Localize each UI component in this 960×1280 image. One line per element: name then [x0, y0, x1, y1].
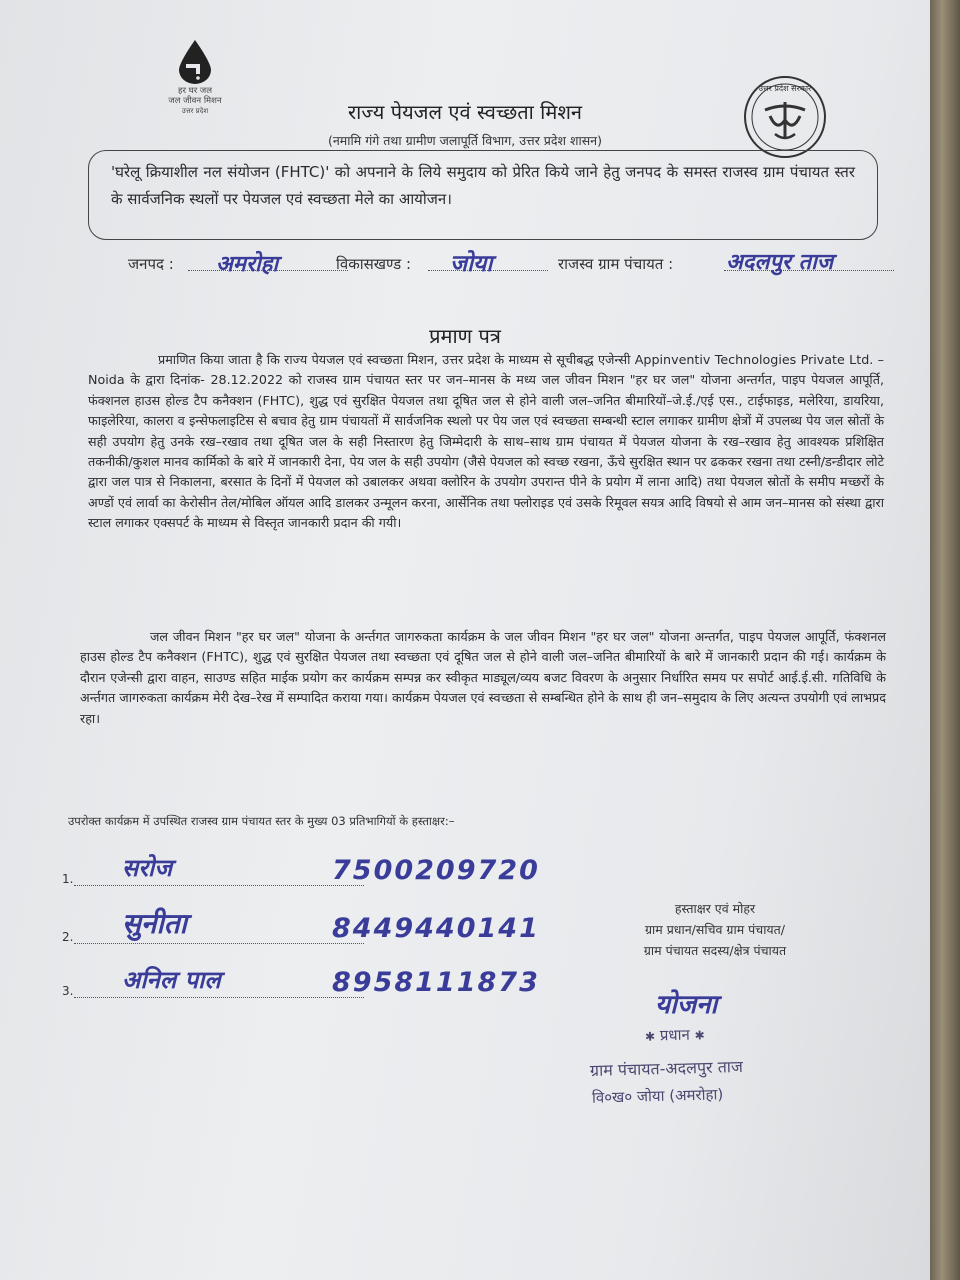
event-banner: 'घरेलू क्रियाशील नल संयोजन (FHTC)' को अपनाने के लिये समुदाय को प्रेरित किये जाने हेतु जनपद के समस्त राजस्व ग्राम पंचायत स्तर के सार्वजनिक स्थलों पर पेयजल एवं स्वच्छता मेले का आयोजन।	[88, 150, 878, 240]
participant-phone: 7500209720	[332, 855, 540, 886]
signature-line	[74, 997, 364, 998]
stamp-line-1	[645, 1024, 705, 1046]
background-edge	[930, 0, 960, 1280]
block-label: विकासखण्ड :	[336, 255, 412, 273]
participant-row-3	[62, 962, 562, 1002]
certificate-title: प्रमाण पत्र	[429, 324, 501, 348]
signatory-block	[590, 898, 840, 961]
logo-caption-2: जल जीवन मिशन	[168, 96, 222, 106]
block-value: जोया	[450, 251, 493, 277]
panchayat-value: अदलपुर ताज	[726, 250, 834, 275]
stamp-line-3: वि०ख० जोया (अमरोहा)	[591, 1085, 724, 1107]
participant-number: 2.	[62, 930, 74, 944]
location-fields	[128, 250, 908, 290]
stamp-line-2: ग्राम पंचायत-अदलपुर ताज	[589, 1057, 744, 1080]
water-drop-icon	[175, 38, 215, 86]
emblem-caption: उत्तर प्रदेश सरकार	[758, 84, 812, 93]
signature-line	[74, 943, 364, 944]
participant-number: 3.	[62, 984, 74, 998]
participant-signature: सुनीता	[122, 907, 187, 940]
mission-subtitle: (नमामि गंगे तथा ग्रामीण जलापूर्ति विभाग, उत्तर प्रदेश शासन)	[327, 133, 602, 148]
janpad-label: जनपद :	[128, 255, 174, 273]
participant-phone: 8449440141	[332, 913, 540, 944]
star-icon: ✱	[694, 1028, 705, 1043]
signature-line	[74, 885, 364, 886]
star-icon: ✱	[644, 1029, 656, 1044]
certificate-paragraph-1: प्रमाणित किया जाता है कि राज्य पेयजल एवं स्वच्छता मिशन, उत्तर प्रदेश के माध्यम से सूचीबद्ध एजेन्सी Appinventiv Technologies Private Ltd. – Noida के द्वारा दिनांक- 28.12.2022 को राजस्व ग्राम पंचायत स्तर पर जन–मानस के मध्य जल जीवन मिशन "हर घर जल" योजना अन्तर्गत, पाइप पेयजल आपूर्ति, फंक्शनल हाउस होल्ड टैप कनैक्शन (FHTC), शुद्ध एवं सुरक्षित पेयजल तथा दूषित जल से होने वाली जल–जनित बीमारियों–जे.ई./एई एस., टाईफाइड, मलेरिया, डायरिया, फाइलेरिया, कालरा व इन्सेफलाइटिस से बचाव हेतु ग्राम पंचायतों में सार्वजनिक स्थलो पर पेय जल एवं स्वच्छता सम्बन्धी स्टाल लगाकर ग्रामीण क्षेत्रों में उपलब्ध पेय जल स्रोतों के सही उपयोग हेतु उनके रख–रखाव तथा दूषित जल के सही निस्तारण हेतु जिम्मेदारी के साथ–साथ ग्राम पंचायत में पेयजल योजना के रख–रखाव हेतु आवश्यक प्रशिक्षित तकनीकी/कुशल मानव कार्मिको के बारे में जानकारी देना, पेय जल के सही उपयोग (जैसे पेयजल को स्वच्छ रखना, ऊँचे सुरक्षित स्थान पर ढककर रखना तथा टस्नी/डन्डीदार लोटे द्वारा जल पात्र से निकालना, बरसात के दिनों में पेयजल को उबालकर अथवा क्लोरिन के उपयोग उपरान्त पीने के प्रयोग में लाना आदि) तथा पेयजल स्रोतों के समीप मच्छरों के अण्डों एवं लार्वा का केरोसीन तेल/मोबिल ऑयल आदि डालकर उन्मूलन करना, आर्सेनिक तथा फ्लोराइड एवं उसके रिमूवल सयत्र आदि विषयो से आम जन–मानस को संस्था द्वारा स्टाल लगाकर एक्सपर्ट के माध्यम से विस्तृत जानकारी प्रदान की गयी।	[88, 352, 884, 531]
logo-caption-3: उत्तर प्रदेश	[181, 107, 209, 115]
participant-row-2	[62, 908, 562, 948]
stamp-pradhan-text: प्रधान	[659, 1025, 691, 1045]
signatory-label-3: ग्राम पंचायत सदस्य/क्षेत्र पंचायत	[643, 943, 787, 958]
signatory-label-1: हस्ताक्षर एवं मोहर	[674, 901, 756, 916]
mission-title: राज्य पेयजल एवं स्वच्छता मिशन	[347, 100, 583, 124]
participant-row-1	[62, 850, 562, 890]
signatory-label-2: ग्राम प्रधान/सचिव ग्राम पंचायत/	[644, 922, 786, 937]
participant-signature: अनिल पाल	[122, 966, 221, 994]
logo-caption-1: हर घर जल	[178, 86, 212, 96]
certificate-paragraph-2: जल जीवन मिशन "हर घर जल" योजना के अर्न्तगत जागरुकता कार्यक्रम के जल जीवन मिशन "हर घर जल" योजना अन्तर्गत, पाइप पेयजल आपूर्ति, फंक्शनल हाउस होल्ड टैप कनैक्शन (FHTC), शुद्ध एवं सुरक्षित पेयजल तथा स्वच्छता एवं दूषित जल से होने वाली जल–जनित बीमारियों के बारे में जानकारी प्रदान की गई। कार्यक्रम के दौरान एजेन्सी द्वारा वाहन, साउण्ड सहित माईक प्रयोग कर कार्यक्रम सम्पन्न कर स्वीकृत माड्यूल/व्यय बजट विवरण के अनुसार निर्धारित समय पर सपोर्ट आई.ई.सी. गतिविधि के अर्न्तगत जागरुकता कार्यक्रम मेरी देख–रेख में सम्पादित कराया गया। कार्यक्रम पेयजल एवं स्वच्छता से सम्बन्धित होने के साथ ही जन–समुदाय के लिए अत्यन्त उपयोगी एवं लाभप्रद रहा।	[80, 629, 887, 726]
pradhan-signature: योजना	[655, 990, 718, 1020]
participant-phone: 8958111873	[332, 967, 540, 998]
participants-intro: उपरोक्त कार्यक्रम में उपस्थित राजस्व ग्राम पंचायत स्तर के मुख्य 03 प्रतिभागियों के हस्ताक्षर:–	[68, 814, 455, 828]
participant-number: 1.	[62, 872, 74, 886]
panchayat-label: राजस्व ग्राम पंचायत :	[558, 255, 674, 273]
participant-signature: सरोज	[122, 854, 173, 882]
janpad-value: अमरोहा	[216, 252, 279, 277]
